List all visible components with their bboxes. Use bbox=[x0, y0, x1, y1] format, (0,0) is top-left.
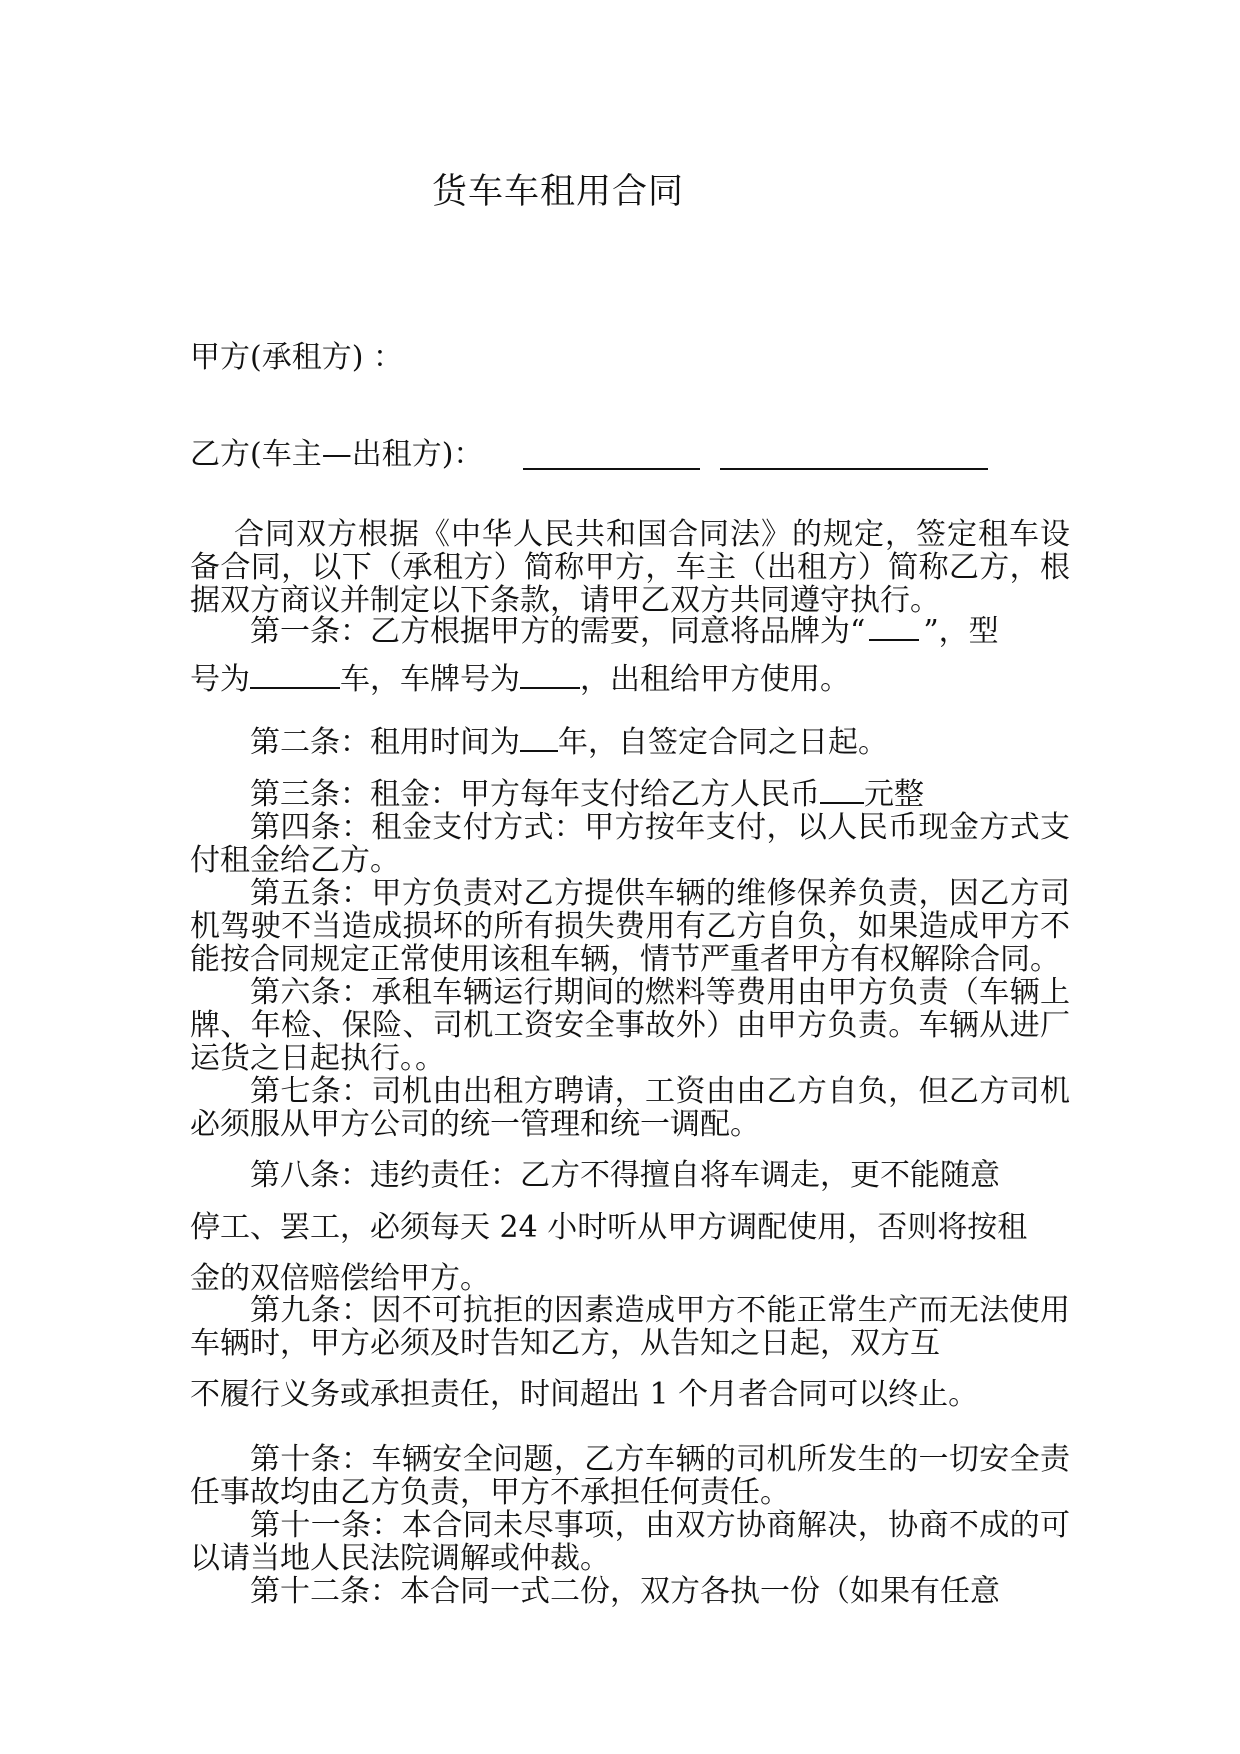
intro-block bbox=[190, 518, 1070, 617]
article-1-part-3: 号为 bbox=[190, 662, 250, 697]
article-3 bbox=[190, 778, 1070, 811]
brand-blank bbox=[869, 615, 919, 641]
articles-4-to-7 bbox=[190, 811, 1070, 1141]
article-1-part-2: ”，型 bbox=[923, 614, 999, 649]
article-10: 第十条：车辆安全问题，乙方车辆的司机所发生的一切安全责任事故均由乙方负责，甲方不承担任何责任。 bbox=[190, 1442, 1070, 1510]
article-1-part-1: 第一条：乙方根据甲方的需要，同意将品牌为“ bbox=[250, 614, 866, 649]
party-b-label: 乙方(车主—出租方)： bbox=[190, 437, 484, 472]
article-2-text bbox=[190, 726, 1070, 759]
article-3-part-1: 第三条：租金：甲方每年支付给乙方人民币 bbox=[250, 777, 820, 812]
term-blank bbox=[520, 726, 558, 752]
party-b-blank-2 bbox=[720, 468, 988, 470]
article-5: 第五条：甲方负责对乙方提供车辆的维修保养负责，因乙方司机驾驶不当造成损坏的所有损失费用有乙方自负，如果造成甲方不能按合同规定正常使用该租车辆，情节严重者甲方有权解除合同。 bbox=[190, 876, 1070, 977]
document-title: 货车车租用合同 bbox=[432, 172, 685, 212]
article-12: 第十二条：本合同一式二份，双方各执一份（如果有任意 bbox=[250, 1574, 1000, 1609]
article-3-part-2: 元整 bbox=[864, 777, 924, 812]
article-8-text-2: 停工、罢工，必须每天 24 小时听从甲方调配使用，否则将按租 bbox=[190, 1210, 1028, 1245]
article-3-text bbox=[190, 778, 1070, 811]
model-blank bbox=[250, 663, 340, 689]
article-9-block bbox=[190, 1294, 1070, 1360]
article-9-line-3 bbox=[190, 1378, 1070, 1411]
article-9-text-3: 不履行义务或承担责任，时间超出 1 个月者合同可以终止。 bbox=[190, 1377, 979, 1412]
intro-paragraph: 合同双方根据《中华人民共和国合同法》的规定，签定租车设备合同，以下（承租方）简称甲方，车主（出租方）简称乙方，根据双方商议并制定以下条款，请甲乙双方共同遵守执行。 bbox=[190, 517, 1070, 618]
article-11: 第十一条：本合同未尽事项，由双方协商解决，协商不成的可以请当地人民法院调解或仲裁。 bbox=[190, 1508, 1070, 1576]
article-6: 第六条：承租车辆运行期间的燃料等费用由甲方负责（车辆上牌、年检、保险、司机工资安全事故外）由甲方负责。车辆从进厂运货之日起执行。。 bbox=[190, 975, 1070, 1076]
rent-blank bbox=[820, 778, 864, 804]
article-2 bbox=[190, 726, 1070, 759]
article-8-text-1: 第八条：违约责任：乙方不得擅自将车调走，更不能随意 bbox=[250, 1158, 1000, 1193]
article-8-line-2 bbox=[190, 1211, 1070, 1244]
party-a-label: 甲方(承租方) ： bbox=[190, 340, 403, 375]
article-2-part-2: 年，自签定合同之日起。 bbox=[558, 725, 888, 760]
article-8-line-1 bbox=[190, 1159, 1070, 1192]
party-b-blank-1 bbox=[523, 468, 700, 470]
article-1-text bbox=[190, 615, 1070, 648]
article-1-line-1 bbox=[190, 615, 1070, 648]
articles-10-to-12 bbox=[190, 1443, 1070, 1608]
article-8-text-3: 金的双倍赔偿给甲方。 bbox=[190, 1261, 490, 1296]
article-1-line-2 bbox=[190, 663, 1070, 696]
article-7: 第七条：司机由出租方聘请，工资由由乙方自负，但乙方司机必须服从甲方公司的统一管理和统一调配。 bbox=[190, 1074, 1070, 1142]
article-2-part-1: 第二条：租用时间为 bbox=[250, 725, 520, 760]
article-1-text-2 bbox=[190, 663, 1070, 696]
article-4: 第四条：租金支付方式：甲方按年支付，以人民币现金方式支付租金给乙方。 bbox=[190, 810, 1070, 878]
article-1-part-5: ，出租给甲方使用。 bbox=[580, 662, 850, 697]
article-8-line-3 bbox=[190, 1262, 1070, 1295]
article-9-text: 第九条：因不可抗拒的因素造成甲方不能正常生产而无法使用车辆时，甲方必须及时告知乙方，从告知之日起，双方互 bbox=[190, 1293, 1070, 1361]
plate-blank bbox=[520, 663, 580, 689]
article-1-part-4: 车，车牌号为 bbox=[340, 662, 520, 697]
